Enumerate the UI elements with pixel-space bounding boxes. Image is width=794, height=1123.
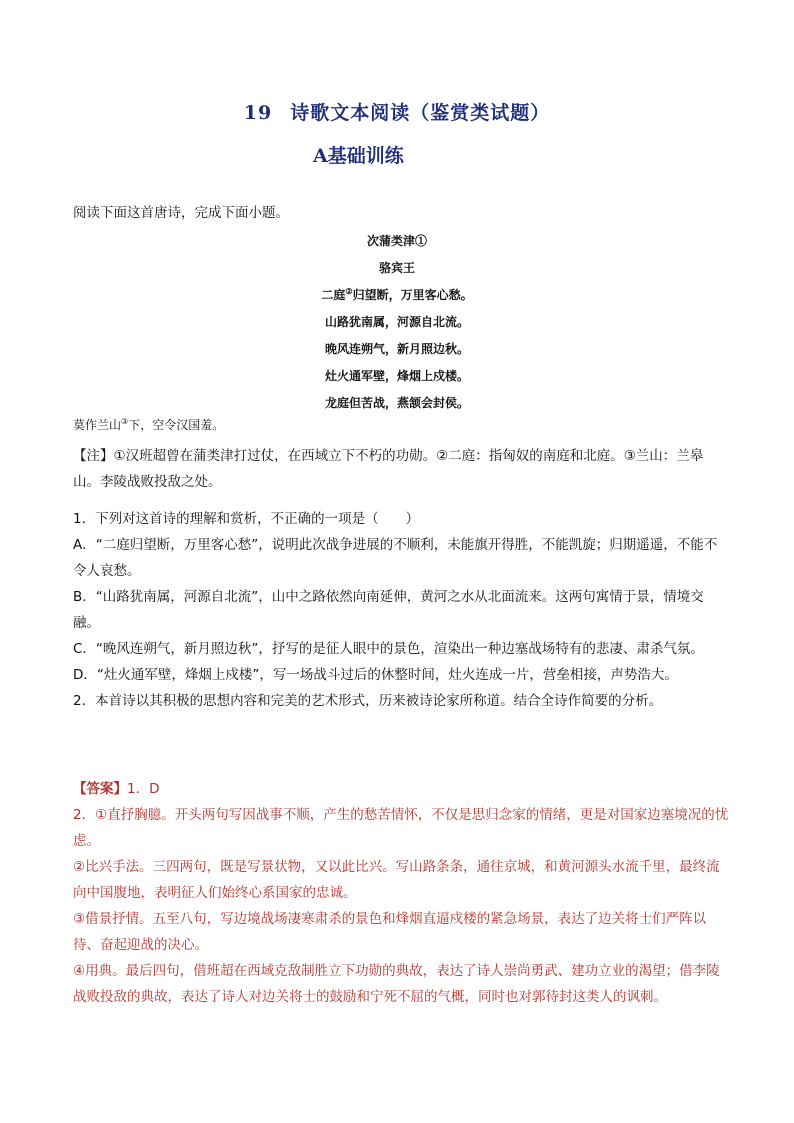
poem-line: 山路犹南属，河源自北流。 (324, 315, 469, 329)
answer-2-point-2: ②比兴手法。三四两句，既是写景状物，又以此比兴。写山路条条，通往京城，和黄河源头水流千里，最终流向中国腹地，表明征人们始终心系国家的忠诚。 (73, 859, 720, 901)
poem-line-text: 二庭 (321, 288, 346, 302)
poem-line: 晚风连朔气，新月照边秋。 (324, 342, 469, 356)
poem-notes: 【注】①汉班超曾在蒲类津打过仗，在西域立下不朽的功勋。②二庭：指匈奴的南庭和北庭。③兰山：兰皋山。李陵战败投敌之处。 (73, 448, 704, 490)
page-subtitle: A基础训练 (313, 145, 404, 167)
option-c: C．“晚风连朔气，新月照边秋”，抒写的是征人眼中的景色，渲染出一种边塞战场特有的悲凄、肃杀气氛。 (73, 641, 704, 657)
option-a: A．“二庭归望断，万里客心愁”，说明此次战争进展的不顺利，未能旗开得胜，不能凯旋；归期遥遥，不能不令人哀愁。 (73, 537, 718, 579)
answer-label: 【答案】 (73, 781, 127, 797)
footnote-marker: ③ (121, 417, 129, 426)
poem-line-last (73, 416, 224, 433)
poem-line: 灶火通军壁，烽烟上戍楼。 (324, 369, 469, 383)
poem-title: 次蒲类津① (366, 234, 427, 248)
poem-line-text: 下，空令汉国羞。 (128, 418, 225, 432)
poem-line-text: 莫作兰山 (73, 418, 122, 432)
answer-block (73, 776, 733, 1010)
answer-2-point-4: ④用典。最后四句，借班超在西域克敌制胜立下功勋的典故，表达了诗人崇尚勇武、建功立业的渴望；借李陵战败投敌的典故，表达了诗人对边关将士的鼓励和宁死不屈的气概，同时也对郭待封这类人的讽刺。 (73, 963, 720, 1005)
reading-instruction: 阅读下面这首唐诗，完成下面小题。 (73, 205, 289, 221)
answer-1-text: 1．D (127, 781, 160, 797)
answer-1 (73, 776, 733, 802)
question-2: 2．本首诗以其积极的思想内容和完美的艺术形式，历来被诗论家所称道。结合全诗作简要的分析。 (73, 693, 663, 709)
poem-line-text: 归望断，万里客心愁。 (352, 288, 473, 302)
section-title: 诗歌文本阅读（鉴赏类试题） (290, 102, 551, 124)
page-title (0, 98, 794, 125)
question-1: 1．下列对这首诗的理解和赏析，不正确的一项是（ ） (73, 511, 420, 527)
option-b: B．“山路犹南属，河源自北流”，山中之路依然向南延伸，黄河之水从北面流来。这两句寓情于景，情境交融。 (73, 589, 704, 631)
option-d: D．“灶火通军壁，烽烟上戍楼”，写一场战斗过后的休整时间，灶火连成一片，营垒相接，声势浩大。 (73, 667, 678, 683)
answer-2-point-1: 2．①直抒胸臆。开头两句写因战事不顺，产生的愁苦情怀，不仅是思归念家的情绪，更是对国家边塞境况的忧虑。 (73, 807, 729, 849)
footnote-marker: ② (345, 286, 353, 296)
section-number: 19 (243, 102, 273, 124)
poem-line: 龙庭但苦战，燕颔会封侯。 (324, 396, 469, 410)
question-block (73, 506, 728, 714)
answer-2-point-3: ③借景抒情。五至八句，写边境战场凄寒肃杀的景色和烽烟直逼戍楼的紧急场景，表达了边关将士们严阵以待、奋起迎战的决心。 (73, 911, 707, 953)
poem-author: 骆宾王 (378, 261, 415, 275)
poem-line (0, 282, 794, 309)
poem-block (0, 228, 794, 417)
